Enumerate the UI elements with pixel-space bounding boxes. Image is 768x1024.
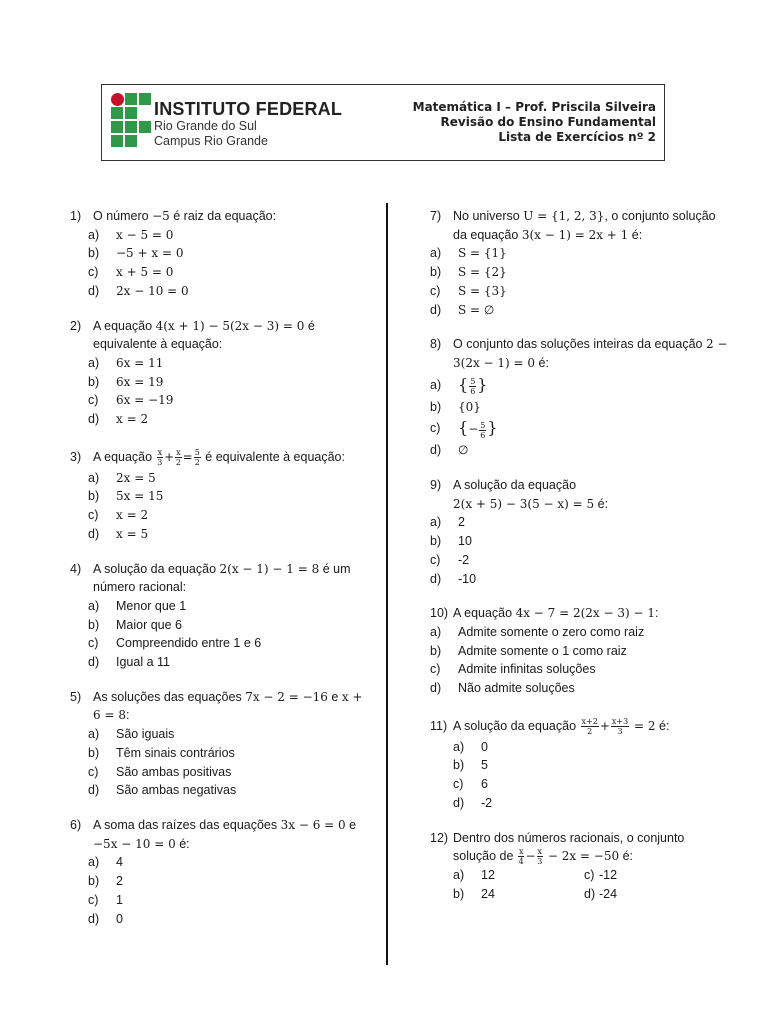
option-d: d) -2 [453,795,493,810]
option-a: a) 12 [453,868,495,883]
course-info [413,100,656,145]
option-c: c) Admite infinitas soluções [430,662,596,677]
option-a: a) São iguais [88,727,175,742]
question-stem: A equação 4(x + 1) − 5(2x − 3) = 0 é equivalente à equação: [93,318,315,352]
question-2 [70,317,370,429]
option-a: a) 4 [88,855,123,870]
question-number: 8) [430,337,442,352]
option-d: d) S = ∅ [430,302,495,317]
options-list [430,513,730,588]
options-list [88,226,370,301]
question-number: 5) [70,689,82,704]
option-b: b) S = {2} [430,265,507,280]
question-number: 1) [70,209,82,223]
option-b: b) −5 + x = 0 [88,246,184,261]
option-b: b) 2 [88,874,123,889]
question-7 [430,207,730,319]
option-c: c) x + 5 = 0 [88,265,174,280]
option-d: d) -24 [584,887,618,902]
option-d: d) Igual a 11 [88,655,170,670]
options-list [70,469,370,544]
option-c: c) -2 [430,552,470,567]
options-list [88,853,370,928]
option-b: b) 5x = 15 [88,489,164,504]
option-d: d) x = 2 [88,412,149,427]
option-d: d) 2x − 10 = 0 [88,283,189,298]
option-b: b) 6x = 19 [88,374,164,389]
option-c: c) 6x = −19 [88,393,174,408]
option-a: a) 2x = 5 [88,470,156,485]
option-b: b) {0} [430,399,481,414]
course-title: Matemática I – Prof. Priscila Silveira [412,100,656,114]
options-list [430,373,730,460]
question-stem: O conjunto das soluções inteiras da equação 2 − 3(2x − 1) = 0 é: [453,337,728,370]
question-stem: A equação 4x − 7 = 2(2x − 3) − 1: [453,606,659,621]
question-12 [430,829,730,904]
options-list [430,623,730,698]
question-3 [70,445,370,544]
option-a: a) Admite somente o zero como raiz [430,624,645,639]
option-b: b) Admite somente o 1 como raiz [430,643,627,658]
question-stem: Dentro dos números racionais, o conjunto solução de $\frac{x}{4}$ − $\frac{x}{3}$ − 2x = −50 é: [453,830,685,867]
column-divider [386,203,388,965]
institute-subtitle-campus: Campus Rio Grande [154,134,268,148]
options-list [88,597,370,672]
question-9 [430,476,730,588]
question-number: 12) [430,830,449,845]
options-list [88,725,370,800]
options-list [448,866,730,903]
institute-name: INSTITUTO FEDERAL [154,99,343,119]
question-4 [70,560,370,672]
option-c: c) São ambas positivas [88,764,232,779]
option-d: d) 0 [88,911,123,926]
option-c: c) {− $\frac{5}{6}$ } [430,418,498,440]
option-d: d) Não admite soluções [430,681,575,696]
option-d: d) ∅ [430,443,469,458]
question-number: 11) [430,718,448,733]
options-list [448,738,730,813]
option-d: d) São ambas negativas [88,783,237,798]
option-b: b) 5 [453,758,488,773]
question-10 [430,604,730,698]
option-a: a) 2 [430,515,465,530]
question-stem: A solução da equação 2(x + 5) − 3(5 − x) = 5 é: [453,478,609,511]
option-b: b) 24 [453,887,495,902]
question-stem: O número −5 é raiz da equação: [93,209,277,223]
question-stem: No universo U = {1, 2, 3}, o conjunto solução da equação 3(x − 1) = 2x + 1 é: [453,209,716,242]
question-stem: A soma das raízes das equações 3x − 6 = 0 e −5x − 10 = 0 é: [93,817,357,851]
question-stem: A solução da equação $\frac{x+2}{2}$ + $\frac{x+3}{3}$ = 2 é: [453,716,670,736]
question-number: 3) [70,449,82,464]
question-number: 9) [430,478,442,493]
option-c: c) S = {3} [430,283,507,298]
document-header [101,84,665,161]
institute-logo [110,92,156,154]
question-5 [70,688,370,800]
question-number: 2) [70,318,82,333]
option-c: c) Compreendido entre 1 e 6 [88,636,262,651]
question-number: 6) [70,817,82,832]
option-a: a) S = {1} [430,246,507,261]
question-1 [70,207,370,301]
option-a: a) 0 [453,739,488,754]
question-stem: A solução da equação 2(x − 1) − 1 = 8 é um número racional: [93,561,351,595]
option-c: c) x = 2 [88,508,149,523]
option-a: a) x − 5 = 0 [88,227,174,242]
option-c: c) 1 [88,892,123,907]
exercise-list-title: Lista de Exercícios nº 2 [498,130,656,144]
option-c: c) -12 [584,868,618,883]
institute-subtitle-state: Rio Grande do Sul [154,119,257,133]
option-c: c) 6 [453,777,488,792]
option-b: b) 10 [430,534,472,549]
question-number: 4) [70,561,82,576]
question-11 [430,714,730,813]
question-number: 7) [430,209,442,223]
question-8 [430,335,730,460]
question-number: 10) [430,606,449,621]
option-b: b) Têm sinais contrários [88,745,235,760]
option-d: d) -10 [430,571,477,586]
option-d: d) x = 5 [88,526,149,541]
course-topic: Revisão do Ensino Fundamental [440,115,656,129]
right-column [430,207,730,920]
options-list [430,244,730,319]
question-stem: A equação $\frac{x}{3}$ + $\frac{x}{2}$ = $\frac{5}{2}$ é equivalente à equação: [93,447,345,467]
option-a: a) Menor que 1 [88,598,187,613]
option-b: b) Maior que 6 [88,617,183,632]
question-stem: As soluções das equações 7x − 2 = −16 e x + 6 = 8: [93,689,363,723]
option-a: a) 6x = 11 [88,355,164,370]
question-6 [70,816,370,928]
left-column [70,207,370,944]
options-list [88,354,370,429]
option-a: a) { $\frac{5}{6}$ } [430,374,488,396]
